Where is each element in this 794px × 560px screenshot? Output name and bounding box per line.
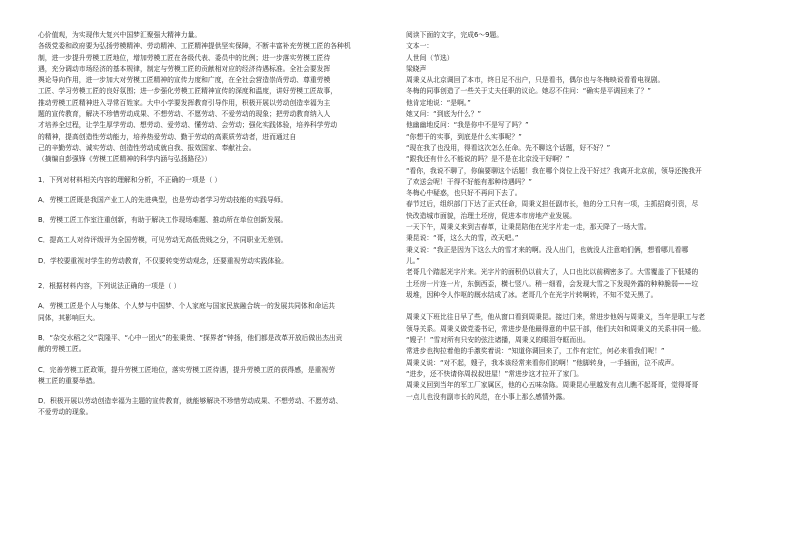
story-line: 他幽幽地反问：“我是你中不是写了吗？”: [406, 121, 529, 130]
passage-line: 己的辛勤劳动、诚实劳动、创造性劳动成就自我、报效国家、奉献社会。: [38, 143, 256, 152]
story-line: “跟我还有什么不能说的吗？是不是在北京没干好啊？”: [406, 155, 570, 164]
story-line: 土坯房一片连一片，东倒西歪，横七竖八。稍一细看，会发现大雪之下发现外露的种种脆弱——垃: [406, 279, 699, 288]
story-line: 秉昆说：“哥，这么大的雪，改天吧。”: [406, 234, 519, 243]
story-line: “看你，我说不聊了，你偏要聊这个话题！我在哪个岗位上没干好过？我离开北京前，领导还挽我开: [406, 166, 702, 175]
story-line: 一天下午，周秉义来到吉春革，让秉昆陪他在光字片走一走，那天降了一场大雪。: [406, 223, 651, 232]
story-line: 她又问：“到底为什么？”: [406, 110, 482, 119]
question-2-option-a-cont: 同体，其影响巨大。: [38, 313, 100, 322]
source-citation: （摘编自彭强锋《劳模工匠精神的科学内涵与弘扬路径》）: [38, 155, 212, 164]
author: 梁晓声: [406, 64, 427, 73]
story-line: 春节过后，组织部门下达了正式任命，周秉义担任副市长，他的分工只有一项，主抓招商引资，尽: [406, 200, 699, 209]
story-title: 人世间（节选）: [406, 53, 454, 62]
story-line: “进步，还不快请你周叔叔进屋！”常进步这才拉开了家门。: [406, 369, 583, 378]
question-1-option-c: C．提高工人对待评级评为全国劳模，可见劳动无高低贵贱之分，不同职业无差别。: [38, 236, 288, 245]
passage-line: 制，进一步提升劳模工匠地位，增加劳模工匠在各级代表、委员中的比例；进一步落实劳模工匠待: [38, 53, 331, 62]
question-1-option-d: D．学校要重视对学生的劳动教育，不仅要转变劳动观念，还要重视劳动实践体验。: [38, 256, 288, 265]
story-line: 常进步也拘拉着他的手激奖着说：“知道你调回来了，工作有定忙，何必来看我们呢！”: [406, 347, 665, 356]
question-2-option-b: B．“杂交水稻之父”袁隆平、“心中一团火”的张秉贵、“探界者”钟扬，他们都是改革开放后做出杰出贡: [38, 333, 343, 342]
story-line: 秉义说：“我正是因为下这么大的雪才来的啊。没人出门，也就没人注意咱们俩，想看哪儿看哪: [406, 245, 689, 254]
question-2-option-c: C．完善劳模工匠政策，提升劳模工匠地位，落实劳模工匠待遇，提升劳模工匠的获得感，是重视劳: [38, 365, 336, 374]
story-line: “你想干的实事，到底是什么实事呢？”: [406, 132, 522, 141]
story-line: “嫂子！”雪对所有只安的弦注诸播，周秉义的眼泪夺眶而出。: [406, 336, 590, 345]
question-2-option-a: A．劳模工匠是个人与集体、个人梦与中国梦、个人家庭与国家民族融合统一的发展共同体和命运共: [38, 302, 335, 311]
story-line: 周秉义从北京调回了本市，终日足不出户，只是看书，偶尔也与冬梅映说看看电视剧。: [406, 76, 665, 85]
text-label: 文本一：: [406, 42, 434, 51]
story-line: 了欢送会呢！干得不好能有那种待遇吗？”: [406, 177, 532, 186]
right-column: [406, 30, 758, 403]
story-line: 老哥几个踏起光字片来。光字片的面积仍以前大了，人口也比以前稠密多了。大雪覆盖了下低矮的: [406, 268, 699, 277]
question-2-option-d-cont: 不爱劳动的现象。: [38, 408, 93, 417]
question-2-title: 2．根据材料内容，下列说法正确的一项是（ ）: [38, 282, 181, 291]
question-2-option-d: D．积极开展以劳动创造幸福为主题的宣传教育，就能够解决不珍惜劳动成果、不想劳动、不愿劳动、: [38, 397, 343, 406]
passage-line: 工匠、学习劳模工匠的良好氛围；进一步强化劳模工匠精神宣传的深度和温度，讲好劳模工匠故事，: [38, 87, 338, 96]
story-line: 冬梅心中疑惑，也只好不再问下去了。: [406, 189, 522, 198]
passage-line: 题的宣传教育，解决不珍惜劳动成果、不想劳动、不愿劳动、不爱劳动的现象；把劳动教育纳入人: [38, 110, 331, 119]
question-2-option-b-cont: 献的劳模工匠。: [38, 345, 86, 354]
story-line: 儿。”: [406, 256, 420, 265]
question-2-option-c-cont: 模工匠的重要举措。: [38, 376, 100, 385]
story-line: 圾堆，因种令人作呕的厩水结成了冰。老哥几个在光字片转啊转，不知不觉天黑了。: [406, 290, 658, 299]
story-line: 快改造城市面貌，治理土坯房，促进本市房地产业发展。: [406, 211, 576, 220]
story-line: 冬梅的同事创造了一些关于丈夫任职的议论。她忍不住问：“确实是平调回来了？”: [406, 87, 651, 96]
passage-line: 推动劳模工匠精神进入寻常百姓家。大中小学要发挥教育引导作用，积极开展以劳动创造幸福为主: [38, 98, 331, 107]
passage-line: 心价值观，为实现伟大复兴中国梦汇聚强大精神力量。: [38, 31, 202, 39]
question-1-title: 1．下列对材料相关内容的理解和分析，不正确的一项是（ ）: [38, 175, 222, 184]
story-line: “现在我了也没用，得看这次怎么任命。先不聊这个话题，好不好？”: [406, 143, 611, 152]
passage-line: 才培养全过程，让学生厚学劳动、想劳动、爱劳动、懂劳动、会劳动；强化实践体验，培养科学劳动: [38, 121, 338, 130]
question-1-option-a: A．劳模工匠既是我国产业工人的先进典型，也是劳动者学习劳动技能的实践导师。: [38, 195, 288, 204]
story-line: 领导关系。周秉义做党委书记，常进步是他最得意的中层干部，他们夫妇和周秉义的关系非同一般。: [406, 324, 706, 333]
section-break: [406, 301, 758, 312]
passage-line: 各级党委和政府要为弘扬劳模精神、劳动精神、工匠精神提供坚实保障，不断丰富补充劳模工匠的各种机: [38, 42, 351, 51]
story-line: 周秉义说：“对不起，嫂子，我本该经常来看你们的啊！”他脚转身，一手插面，泣不成声。: [406, 358, 679, 367]
story-line: 周秉义下班比往日早了些，他从窗口看到周秉昆。接过门来，常进步他妈与周秉义，当年是职工与老: [406, 313, 706, 322]
story-line: 一点儿也没有副市长的风范，在小事上那么感情外露。: [406, 392, 570, 401]
story-line: 周秉义回到当年的军工厂家属区，他的心五味杂陈。周秉昆心里越发有点儿瞧不起哥哥，觉得哥哥: [406, 381, 699, 390]
left-column: [38, 30, 388, 419]
passage-line: 舆论导向作用，进一步加大对劳模工匠精神的宣传力度和广度，在全社会营造崇尚劳动、尊重劳模: [38, 76, 331, 85]
reading-instruction: 阅读下面的文字，完成6～9题。: [406, 31, 504, 39]
story-line: 他肯定地说：“是啊。”: [406, 98, 471, 107]
passage-line: 的精神，提高创造性劳动能力，培养热爱劳动、勤于劳动的高素质劳动者，进而通过自: [38, 132, 297, 141]
question-1-option-b: B．劳模工匠工作室注重创新，有助于解决工作现场难题、推动所在单位创新发展。: [38, 216, 288, 225]
passage-line: 遇，充分调动市场经济的基本规律，制定与劳模工匠的贡献相对应的经济待遇标准。全社会要发挥: [38, 64, 331, 73]
